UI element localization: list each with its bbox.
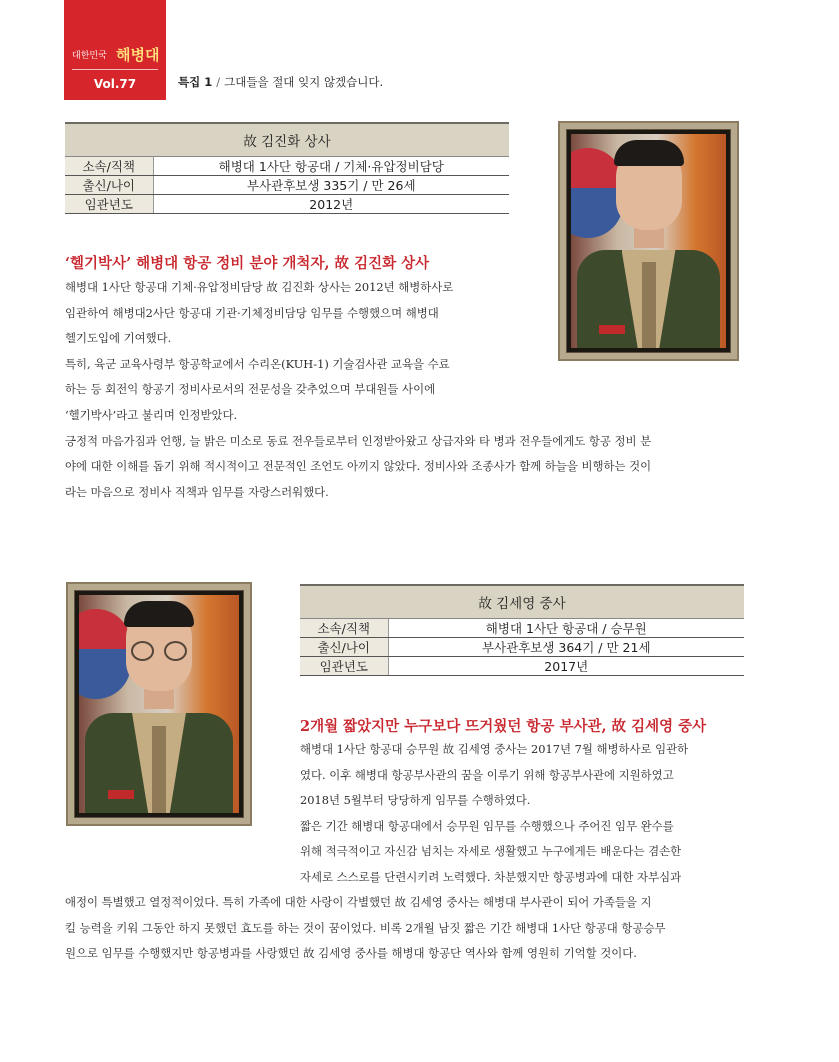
row-value: 부사관후보생 364기 / 만 21세: [388, 637, 744, 656]
volume-number: Vol.77: [93, 77, 137, 91]
paragraph-line: 헬기도입에 기여했다.: [65, 331, 172, 346]
profile-table-1: [65, 122, 509, 214]
profile-name-title: 故 김진화 상사: [65, 123, 509, 156]
paragraph-line: 자세로 스스로를 단련시키려 노력했다. 차분했지만 항공병과에 대한 자부심과: [300, 869, 682, 884]
name-tag: [108, 790, 134, 799]
glasses: [131, 641, 187, 661]
paragraph-line: 였다. 이후 해병대 항공부사관의 꿈을 이루기 위해 항공부사관에 지원하였고: [300, 767, 674, 782]
paragraph-line: 2018년 5월부터 당당하게 임무를 수행하였다.: [300, 793, 531, 808]
magazine-name: 해병대: [116, 46, 160, 64]
badge-divider: [72, 69, 158, 70]
section-label: 특집 1: [178, 75, 213, 89]
row-value: 2012년: [153, 194, 509, 213]
profile-table-2: [300, 584, 744, 676]
paragraph-line: 라는 마음으로 정비사 직책과 임무를 자랑스러워했다.: [65, 484, 329, 499]
paragraph-line: 애정이 특별했고 열정적이었다. 특히 가족에 대한 사랑이 각별했던 故 김세영 중사는 해병대 부사관이 되어 가족들을 지: [65, 895, 652, 909]
portrait-photo: [79, 595, 239, 813]
row-value: 2017년: [388, 656, 744, 675]
portrait-frame-2: [66, 582, 252, 826]
magazine-name-small: 대한민국: [72, 51, 107, 61]
section-separator: /: [216, 75, 221, 89]
row-value: 부사관후보생 335기 / 만 26세: [153, 175, 509, 194]
article-subtitle: ‘헬기박사’ 해병대 항공 정비 분야 개척자, 故 김진화 상사: [65, 255, 430, 272]
section-heading: [178, 74, 383, 90]
paragraph-line: 긍정적 마음가짐과 언행, 늘 밝은 미소로 동료 전우들로부터 인정받아왔고 상급자와 타 병과 전우들에게도 항공 정비 분: [65, 433, 652, 448]
row-value: 해병대 1사단 항공대 / 기체·유압정비담당: [153, 156, 509, 175]
article-body-2a: [300, 737, 688, 891]
paragraph-line: 야에 대한 이해를 돕기 위해 적시적이고 전문적인 조언도 아끼지 않았다. 정비사와 조종사가 함께 하늘을 비행하는 것이: [65, 459, 652, 474]
row-label: 출신/나이: [300, 637, 388, 656]
paragraph-line: 해병대 1사단 항공대 기체·유압정비담당 故 김진화 상사는 2012년 해병하사로: [65, 280, 454, 294]
profile-name-title: 故 김세영 중사: [300, 585, 744, 618]
article-subtitle: 2개월 짧았지만 누구보다 뜨거웠던 항공 부사관, 故 김세영 중사: [300, 718, 707, 735]
row-label: 출신/나이: [65, 175, 153, 194]
paragraph-line: 특히, 육군 교육사령부 항공학교에서 수리온(KUH-1) 기술검사관 교육을 수료: [65, 356, 450, 371]
paragraph-line: 원으로 임무를 수행했지만 항공병과를 사랑했던 故 김세영 중사를 해병대 항공단 역사와 함께 영원히 기억할 것이다.: [65, 946, 637, 961]
section-title: 그대들을 절대 잊지 않겠습니다.: [224, 75, 384, 89]
paragraph-line: 짧은 기간 해병대 항공대에서 승무원 임무를 수행했으나 주어진 임무 완수를: [300, 818, 674, 833]
row-label: 소속/직책: [65, 156, 153, 175]
paragraph-line: 임관하여 해병대2사단 항공대 기관·기체정비담당 임무를 수행했으며 해병대: [65, 305, 439, 320]
row-label: 임관년도: [65, 194, 153, 213]
magazine-badge: [64, 0, 166, 100]
paragraph-line: 하는 등 회전익 항공기 정비사로서의 전문성을 갖추었으며 부대원들 사이에: [65, 382, 436, 397]
row-label: 소속/직책: [300, 618, 388, 637]
paragraph-line: 킬 능력을 키워 그동안 하지 못했던 효도를 하는 것이 꿈이었다. 비록 2개월 남짓 짧은 기간 해병대 1사단 항공대 항공승무: [65, 920, 666, 935]
paragraph-line: 위해 적극적이고 자신감 넘치는 자세로 생활했고 누구에게든 배운다는 겸손한: [300, 844, 682, 859]
article-body-1: [65, 275, 651, 505]
paragraph-line: ‘헬기박사’라고 불리며 인정받았다.: [65, 407, 238, 422]
row-value: 해병대 1사단 항공대 / 승무원: [388, 618, 744, 637]
article-body-2b: [65, 890, 665, 967]
paragraph-line: 해병대 1사단 항공대 승무원 故 김세영 중사는 2017년 7월 해병하사로 임관하: [300, 742, 689, 756]
row-label: 임관년도: [300, 656, 388, 675]
